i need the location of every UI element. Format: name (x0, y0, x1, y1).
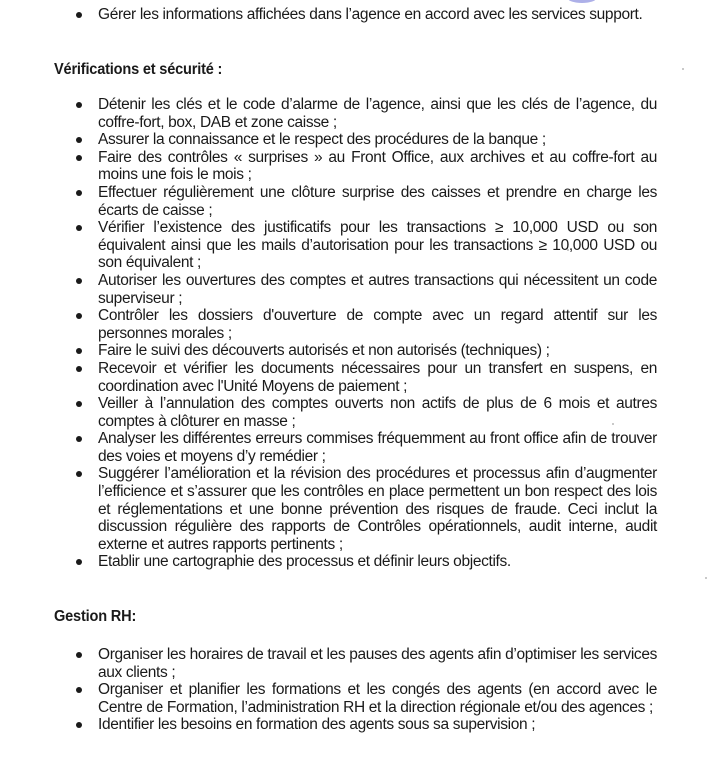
list-item-text: Gérer les informations affichées dans l’agence en accord avec les services support. (98, 6, 643, 23)
bullet-icon (76, 722, 82, 728)
list-item-text: Etablir une cartographie des processus et définir leurs objectifs. (98, 553, 511, 571)
list-item-text: Faire le suivi des découverts autorisés et non autorisés (techniques) ; (98, 342, 550, 360)
list-item-text: Faire des contrôles « surprises » au Front Office, aux archives et au coffre-fort au moins une fois le mois ; (98, 148, 657, 184)
bullet-icon (76, 190, 82, 196)
list-item-text: Veiller à l’annulation des comptes ouverts non actifs de plus de 6 mois et autres comptes à clôturer en masse ; (98, 395, 657, 430)
list-item-text: Recevoir et vérifier les documents nécessaires pour un transfert en suspens, en coordination avec l'Unité Moyens de paiement ; (98, 359, 657, 395)
bullet-icon (76, 559, 82, 565)
bullet-icon (76, 278, 82, 284)
list-item (0, 646, 657, 681)
bullet-icon (76, 313, 82, 319)
list-item-text: Autoriser les ouvertures des comptes et autres transactions qui nécessitent un code superviseur ; (98, 271, 657, 307)
stamp-fragment (568, 0, 596, 3)
list-item (0, 681, 657, 716)
list-item-text: Effectuer régulièrement une clôture surprise des caisses et prendre en charge les écarts de caisse ; (98, 183, 657, 219)
bullet-icon (76, 687, 82, 693)
list-item (0, 307, 657, 342)
list-item (0, 465, 657, 553)
bullet-icon (76, 155, 82, 161)
bullet-icon (76, 225, 82, 231)
top-list (0, 6, 711, 24)
list-item (0, 96, 657, 131)
list-item (0, 184, 657, 219)
scan-speck (705, 577, 707, 579)
list-item (0, 342, 657, 360)
verification-list (0, 96, 711, 571)
list-item (0, 395, 657, 430)
bullet-icon (76, 137, 82, 143)
bullet-icon (76, 12, 82, 18)
list-item (0, 360, 657, 395)
list-item-text: Contrôler les dossiers d'ouverture de compte avec un regard attentif sur les personnes morales ; (98, 307, 657, 342)
bullet-icon (76, 401, 82, 407)
list-item-text: Identifier les besoins en formation des agents sous sa supervision ; (98, 716, 536, 734)
list-item (0, 131, 657, 149)
section-heading-verification: Vérifications et sécurité : (54, 61, 223, 78)
hr-list (0, 646, 711, 734)
list-item-text: Suggérer l’amélioration et la révision des procédures et processus afin d’augmenter l’efficience et s’assurer que les contrôles en place permettent un bon respect des lois et réglementations et une bonne prévention des risques de fraude. Ceci inclut la discussion régulière des rapports de Contrôles opérationnels, audit interne, audit externe et autres rapports pertinents ; (98, 465, 657, 553)
list-item (0, 553, 657, 571)
bullet-icon (76, 652, 82, 658)
list-item (0, 149, 657, 184)
list-item-text: Analyser les différentes erreurs commises fréquemment au front office afin de trouver des voies et moyens d’y remédier ; (98, 430, 657, 465)
bullet-icon (76, 102, 82, 108)
list-item (0, 219, 657, 272)
list-item-text: Vérifier l’existence des justificatifs pour les transactions ≥ 10,000 USD ou son équivalent ainsi que les mails d’autorisation pour les transactions ≥ 10,000 USD ou son équivalent ; (98, 219, 657, 272)
list-item-text: Organiser les horaires de travail et les pauses des agents afin d’optimiser les services aux clients ; (98, 646, 657, 681)
list-item (0, 6, 657, 24)
bullet-icon (76, 348, 82, 354)
bullet-icon (76, 471, 82, 477)
list-item (0, 272, 657, 307)
list-item (0, 430, 657, 465)
list-item-text: Organiser et planifier les formations et les congés des agents (en accord avec le Centre de Formation, l’administration RH et la direction régionale et/ou des agences ; (98, 681, 657, 716)
bullet-icon (76, 366, 82, 372)
section-heading-hr: Gestion RH: (54, 608, 137, 625)
scan-speck (682, 68, 684, 70)
bullet-icon (76, 436, 82, 442)
list-item-text: Détenir les clés et le code d’alarme de l’agence, ainsi que les clés de l’agence, du coffre-fort, box, DAB et zone caisse ; (98, 96, 657, 131)
list-item-text: Assurer la connaissance et le respect des procédures de la banque ; (98, 131, 546, 149)
list-item (0, 716, 657, 734)
